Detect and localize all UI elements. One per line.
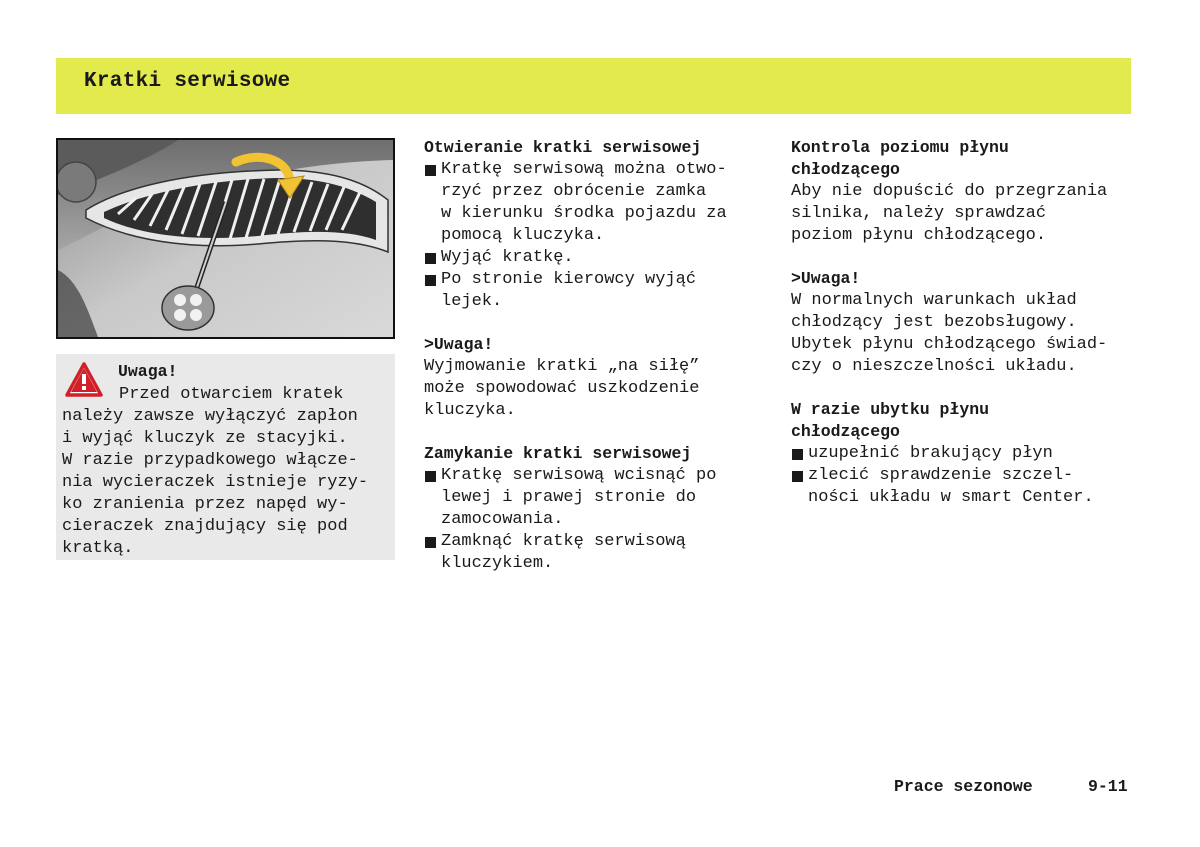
coolant-loss-heading: chłodzącego [791, 422, 900, 441]
footer-section-name: Prace sezonowe [894, 777, 1033, 796]
warning-text [62, 384, 392, 560]
list-item [424, 247, 764, 269]
list-item [424, 531, 764, 575]
page-title: Kratki serwisowe [84, 70, 291, 93]
close-grille-heading: Zamykanie kratki serwisowej [424, 444, 692, 463]
warning-line: cieraczek znajdujący się pod [62, 517, 348, 536]
note-line: chłodzący jest bezobsługowy. [791, 313, 1077, 332]
warning-line: nia wycieraczek istnieje ryzy- [62, 473, 369, 492]
coolant-line: Aby nie dopuścić do przegrzania [791, 182, 1108, 201]
list-item-line: kluczykiem. [441, 554, 554, 573]
warning-line: W razie przypadkowego włącze- [62, 451, 358, 470]
note-line: W normalnych warunkach układ [791, 291, 1077, 310]
column-right [791, 137, 1136, 509]
note-line: może spowodować uszkodzenie [424, 379, 700, 398]
warning-line: ko zranienia przez napęd wy- [62, 495, 348, 514]
list-item-line: pomocą kluczyka. [441, 226, 605, 245]
coolant-heading: Kontrola poziomu płynu [791, 138, 1009, 157]
warning-title: Uwaga! [118, 362, 178, 381]
list-item [424, 159, 764, 247]
list-item [791, 443, 1136, 465]
open-grille-heading: Otwieranie kratki serwisowej [424, 138, 702, 157]
note-line: Ubytek płynu chłodzącego świad- [791, 335, 1108, 354]
coolant-heading: chłodzącego [791, 160, 900, 179]
list-item-line: zamocowania. [441, 510, 564, 529]
list-item-line: Wyjąć kratkę. [441, 248, 574, 267]
list-item-line: ności układu w smart Center. [808, 488, 1094, 507]
note-line: Wyjmowanie kratki „na siłę” [424, 357, 700, 376]
page-number: 9-11 [1088, 777, 1128, 796]
list-item [424, 269, 764, 313]
coolant-line: silnika, należy sprawdzać [791, 204, 1047, 223]
column-middle [424, 137, 764, 575]
note-heading: >Uwaga! [424, 335, 494, 354]
list-item [791, 465, 1136, 509]
warning-line: Przed otwarciem kratek [119, 385, 344, 404]
note-heading: >Uwaga! [791, 269, 861, 288]
warning-line: należy zawsze wyłączyć zapłon [62, 407, 358, 426]
list-item-line: rzyć przez obrócenie zamka [441, 182, 707, 201]
warning-box [56, 354, 395, 560]
service-grille-illustration [56, 138, 395, 339]
note-line: czy o nieszczelności układu. [791, 357, 1077, 376]
warning-line: i wyjąć kluczyk ze stacyjki. [62, 429, 348, 448]
list-item-line: w kierunku środka pojazdu za [441, 204, 727, 223]
list-item-line: lewej i prawej stronie do [441, 488, 697, 507]
coolant-loss-heading: W razie ubytku płynu [791, 400, 990, 419]
list-item-line: lejek. [441, 292, 503, 311]
title-bar [56, 58, 1131, 114]
warning-line: kratką. [62, 539, 134, 558]
list-item-line: Zamknąć kratkę serwisową [441, 532, 686, 551]
note-line: kluczyka. [424, 401, 516, 420]
grille-drawing [58, 140, 393, 337]
list-item-line: uzupełnić brakujący płyn [808, 444, 1053, 463]
list-item-line: zlecić sprawdzenie szczel- [808, 466, 1074, 485]
coolant-line: poziom płynu chłodzącego. [791, 226, 1047, 245]
list-item-line: Po stronie kierowcy wyjąć [441, 270, 697, 289]
list-item-line: Kratkę serwisową można otwo- [441, 160, 727, 179]
list-item-line: Kratkę serwisową wcisnąć po [441, 466, 717, 485]
list-item [424, 465, 764, 531]
